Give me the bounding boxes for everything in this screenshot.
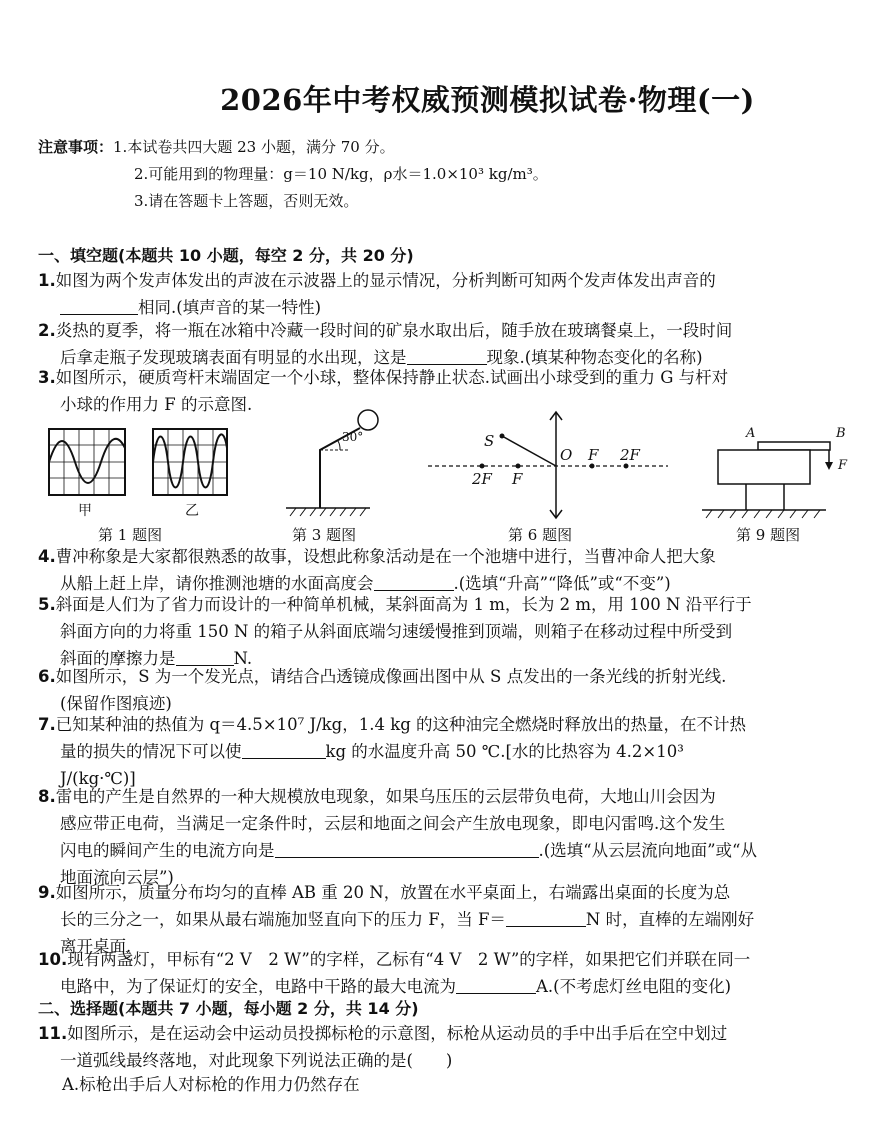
figure-3-caption: 第 3 题图 <box>292 526 357 544</box>
figures-row <box>30 406 860 546</box>
question-number: 1. <box>38 271 56 290</box>
question-11 <box>38 1020 860 1074</box>
question-text: 曹冲称象是大家都很熟悉的故事，设想此称象活动是在一个池塘中进行，当曹冲命人把大象 <box>55 547 716 566</box>
figure-9-label-B: B <box>836 426 846 441</box>
question-text: 炎热的夏季，将一瓶在冰箱中冷藏一段时间的矿泉水取出后，随手放在玻璃餐桌上，一段时间 <box>55 321 733 340</box>
question-text: 量的损失的情况下可以使 <box>60 742 242 761</box>
answer-blank[interactable] <box>275 841 539 858</box>
figure-6-convex-lens <box>428 408 678 520</box>
section-1-heading: 一、填空题(本题共 10 小题，每空 2 分，共 20 分) <box>38 246 414 265</box>
question-text: 如图所示，是在运动会中运动员投掷标枪的示意图，标枪从运动员的手中出手后在空中划过 <box>67 1024 728 1043</box>
question-text: kg 的水温度升高 50 ℃.[水的比热容为 4.2×10³ <box>325 742 684 761</box>
question-8 <box>38 783 860 891</box>
question-7 <box>38 711 860 792</box>
question-text: 雷电的产生是自然界的一种大规模放电现象，如果乌压压的云层带负电荷，大地山川会因为 <box>55 787 716 806</box>
question-number: 9. <box>38 883 56 902</box>
question-6 <box>38 663 860 717</box>
notice-item-2: 2.可能用到的物理量：g＝10 N/kg，ρ水＝1.0×10³ kg/m³。 <box>134 165 548 183</box>
figure-9-rod-on-table <box>698 426 858 520</box>
question-text: 斜面是人们为了省力而设计的一种简单机械，某斜面高为 1 m，长为 2 m，用 100 N 沿平行于 <box>55 595 752 614</box>
question-text: 如图所示，质量分布均匀的直棒 AB 重 20 N，放置在水平桌面上，右端露出桌面的长度为总 <box>55 883 731 902</box>
figure-6-label-F-right: F <box>588 446 599 464</box>
question-text: 斜面的摩擦力是 <box>60 649 176 668</box>
question-number: 6. <box>38 667 56 686</box>
figure-1-oscilloscopes <box>48 428 228 518</box>
question-1 <box>38 267 860 321</box>
figure-6-caption: 第 6 题图 <box>508 526 573 544</box>
question-text: J/(kg·℃)] <box>60 769 136 788</box>
figure-6-label-F-left: F <box>512 470 523 488</box>
question-text: 长的三分之一，如果从最右端施加竖直向下的压力 F，当 F＝ <box>60 910 506 929</box>
question-10 <box>38 946 860 1000</box>
question-text: 闪电的瞬间产生的电流方向是 <box>60 841 275 860</box>
question-text: 从船上赶上岸，请你推测池塘的水面高度会 <box>60 574 374 593</box>
figure-1-label-right: 乙 <box>185 503 199 519</box>
question-text: 电路中，为了保证灯的安全，电路中干路的最大电流为 <box>60 977 456 996</box>
question-number: 7. <box>38 715 56 734</box>
figure-3-angle-label: 30° <box>342 430 364 444</box>
question-text: 小球的作用力 F 的示意图. <box>60 395 253 414</box>
question-text: 已知某种油的热值为 q＝4.5×10⁷ J/kg，1.4 kg 的这种油完全燃烧时释放出的热量，在不计热 <box>55 715 747 734</box>
question-number: 2. <box>38 321 56 340</box>
question-number: 3. <box>38 368 56 387</box>
question-4 <box>38 543 860 597</box>
question-2 <box>38 317 860 371</box>
question-5 <box>38 591 860 672</box>
answer-blank[interactable] <box>60 298 138 315</box>
figure-1-label-left: 甲 <box>78 503 92 519</box>
question-text: 如图所示，硬质弯杆末端固定一个小球，整体保持静止状态.试画出小球受到的重力 G 与杆对 <box>55 368 729 387</box>
question-text: 后拿走瓶子发现玻璃表面有明显的水出现，这是 <box>60 348 407 367</box>
answer-blank[interactable] <box>407 348 487 365</box>
notice-item-1: 1.本试卷共四大题 23 小题，满分 70 分。 <box>113 138 395 156</box>
answer-blank[interactable] <box>242 742 326 759</box>
question-text: N. <box>233 649 253 668</box>
oscilloscope-right <box>153 429 227 495</box>
question-number: 4. <box>38 547 56 566</box>
question-11-option-a[interactable]: A.标枪出手后人对标枪的作用力仍然存在 <box>62 1075 360 1094</box>
notice-item-3: 3.请在答题卡上答题，否则无效。 <box>134 192 359 210</box>
figure-6-label-O: O <box>560 446 573 464</box>
question-text: 如图为两个发声体发出的声波在示波器上的显示情况，分析判断可知两个发声体发出声音的 <box>55 271 716 290</box>
figure-6-label-2F-left: 2F <box>472 470 492 488</box>
question-text: N 时，直棒的左端刚好 <box>585 910 755 929</box>
answer-blank[interactable] <box>456 977 536 994</box>
figure-3-bent-rod <box>278 406 398 518</box>
question-text: A.(不考虑灯丝电阻的变化) <box>536 977 732 996</box>
question-text: 一道弧线最终落地，对此现象下列说法正确的是( ) <box>60 1051 453 1070</box>
question-text: 现有两盏灯，甲标有“2 V 2 W”的字样，乙标有“4 V 2 W”的字样，如果把它们并联在同一 <box>67 950 751 969</box>
figure-6-label-S: S <box>484 432 495 450</box>
question-text: 如图所示，S 为一个发光点，请结合凸透镜成像画出图中从 S 点发出的一条光线的折射光线. <box>55 667 727 686</box>
question-number: 11. <box>38 1024 68 1043</box>
answer-blank[interactable] <box>374 574 454 591</box>
oscilloscope-left <box>49 429 125 495</box>
question-text: 地面流向云层”) <box>60 868 174 887</box>
question-text: 离开桌面. <box>60 937 132 956</box>
question-text: 感应带正电荷，当满足一定条件时，云层和地面之间会产生放电现象，即电闪雷鸣.这个发生 <box>60 814 726 833</box>
question-text: (保留作图痕迹) <box>60 694 172 713</box>
answer-blank[interactable] <box>506 910 586 927</box>
notice-block <box>38 134 548 215</box>
question-number: 8. <box>38 787 56 806</box>
figure-9-label-F: F <box>838 458 848 473</box>
figure-9-caption: 第 9 题图 <box>736 526 801 544</box>
figure-1-caption: 第 1 题图 <box>98 526 163 544</box>
figure-9-label-A: A <box>746 426 756 441</box>
question-number: 10. <box>38 950 68 969</box>
question-text: 相同.(填声音的某一特性) <box>138 298 322 317</box>
notice-label: 注意事项： <box>38 138 114 156</box>
page-title: 2026年中考权威预测模拟试卷·物理(一) <box>220 83 755 117</box>
question-text: .(选填“升高”“降低”或“不变”) <box>453 574 671 593</box>
question-number: 5. <box>38 595 56 614</box>
question-text: 现象.(填某种物态变化的名称) <box>486 348 703 367</box>
section-2-heading: 二、选择题(本题共 7 小题，每小题 2 分，共 14 分) <box>38 999 419 1018</box>
question-text: 斜面方向的力将重 150 N 的箱子从斜面底端匀速缓慢推到顶端，则箱子在移动过程中所受到 <box>60 622 733 641</box>
figure-6-label-2F-right: 2F <box>620 446 640 464</box>
question-text: .(选填“从云层流向地面”或“从 <box>538 841 757 860</box>
